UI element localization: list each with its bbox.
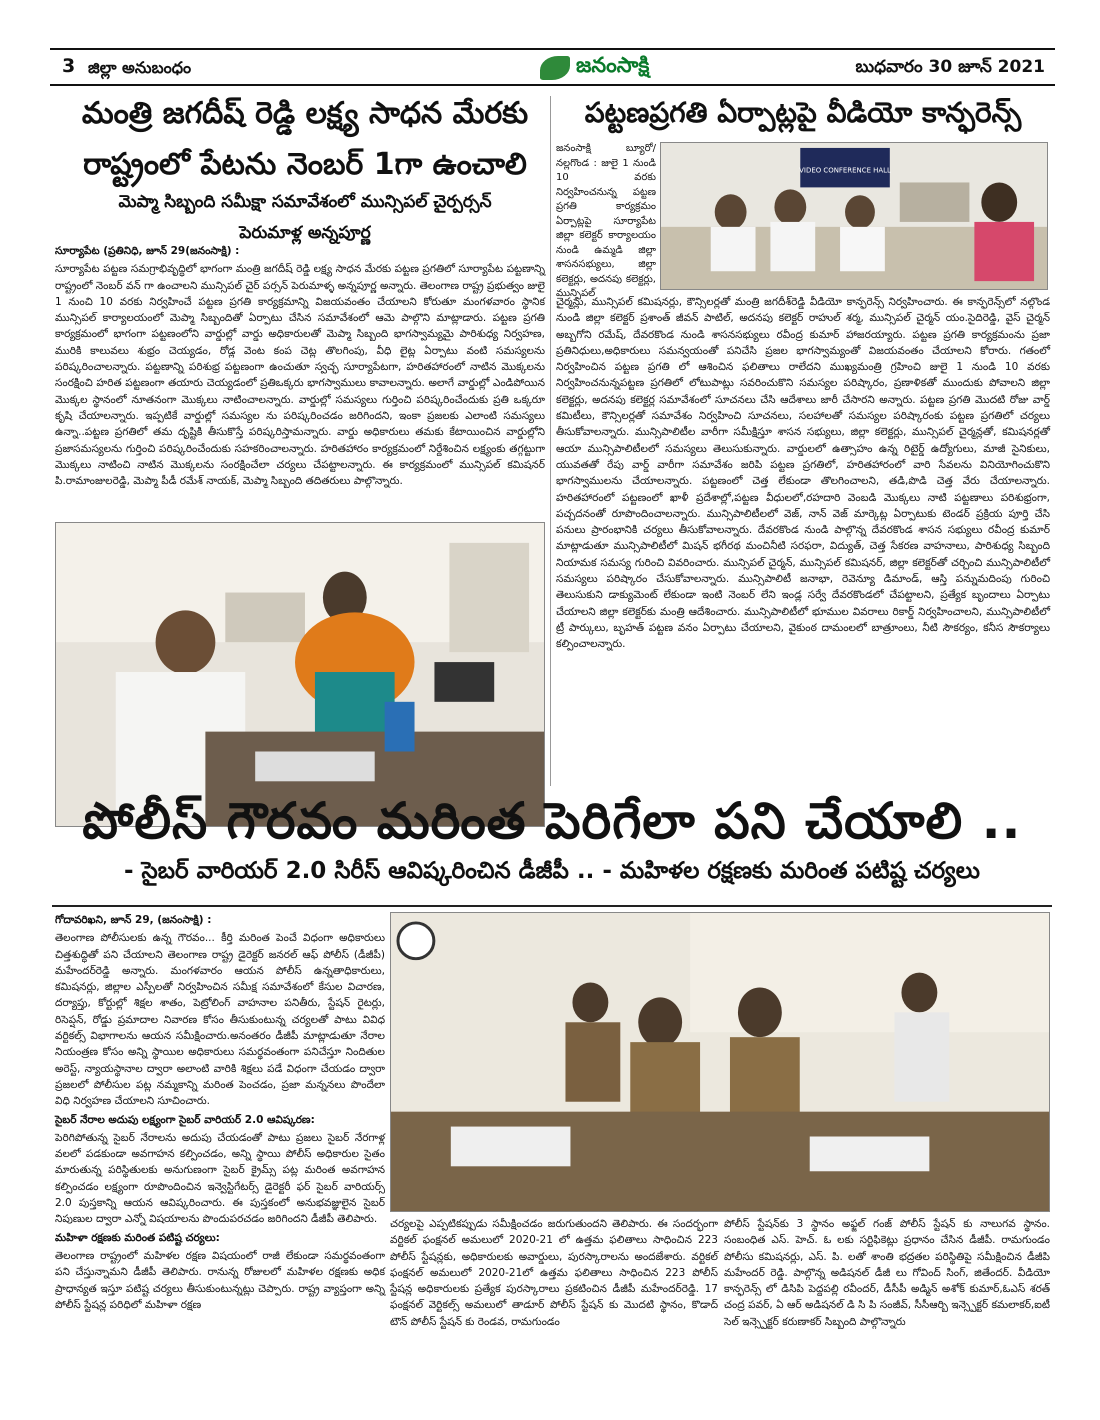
story2-narrow-text: జనంసాక్షి బ్యూరో/నల్లగొండ : జులై 1 నుండి 10 వరకు నిర్వహించనున్న పట్టణ ప్రగతి కార్యక్రమం ఏర్పాట్లపై సూర్యాపేట జిల్లా కలెక్టర్ కార్యాలయం నుండి ఉమ్మడి జిల్లా శాసనసభ్యులు, జిల్లా కలెక్టర్లు, అదనపు కలెక్టర్లు, మున్సిపల్ — [556, 143, 656, 299]
story3-column1 — [55, 912, 385, 1387]
video-conference-photo-illustration — [661, 143, 1047, 289]
story2-headline: పట్టణప్రగతి ఏర్పాట్లపై వీడియో కాన్ఫరెన్స్ — [584, 96, 1022, 129]
masthead — [540, 53, 649, 83]
story3-rule — [52, 905, 1052, 907]
story3-col2-text: చర్యలపై ఎప్పటికప్పుడు సమీక్షించడం జరుగుతుందని తెలిపారు. ఈ సందర్భంగా వర్టికల్ ఫంక్షనల్ అమలులో 2020-21 లో ఉత్తమ ఫలితాలు సాధించిన 223 పోలీస్ స్టేషన్లకు, అధికారులకు అవార్డులు, పురస్కారాలను అందజేశారు. వర్టికల్ ఫంక్షనల్ అమలులో 2020-21లో ఉత్తమ ఫలితాలు సాధించిన 223 పోలీస్ స్టేషన్ల అధికారులకు ప్రత్యేక పురస్కారాలు ప్రకటించిన డీజీపీ మహేందర్‌రెడ్డి. 17 ఫంక్షనల్ వెర్టికల్స్ అమలులో తాడూర్ పోలీస్ స్టేషన్ కు మొదటి స్థానం, కొడాద్ టౌన్ పోలీస్ స్టేషన్ కు రెండవ, రామగుండం — [390, 1218, 718, 1328]
masthead-title: జనంసాక్షి — [576, 53, 650, 77]
page-number: 3 — [62, 55, 76, 77]
story3-col1-para2: పెరిగిపోతున్న సైబర్ నేరాలను అదుపు చేయడంతో పాటు ప్రజలు సైబర్ నేరగాళ్ల వలలో పడకుండా అవగాహన కల్పించడం, అన్ని స్థాయి పోలీస్ అధికారుల సైతం మారుతున్న పరిస్థితులకు అనుగుణంగా సైబర్ క్రైమ్స్ పట్ల మరింత అవగాహన కల్పించడం లక్ష్యంగా రూపొందించిన ఇన్వెస్టిగేటర్స్ డైరెక్టరీ ఫర్ సైబర్ వారియర్స్ 2.0 పుస్తకాన్ని ఆయన ఆవిష్కరించారు. ఈ పుస్తకంలో అనుభవజ్ఞులైన సైబర్ నిపుణుల ద్వారా ఎన్నో విషయాలను పొందుపరచడం జరిగిందని డీజీపీ తెలిపారు. — [55, 1131, 385, 1226]
story3-col1-subhead2: మహిళా రక్షణకు మరింత పటిష్ట చర్యలు: — [55, 1231, 220, 1244]
issue-date: బుధవారం 30 జూన్ 2021 — [855, 57, 1045, 77]
meeting-photo-illustration — [56, 523, 544, 826]
story1-dateline: సూర్యాపేట (ప్రతినిధి, జూన్ 29(జనంసాక్షి) : — [55, 245, 240, 257]
story2-photo — [660, 142, 1048, 290]
police-meeting-photo-illustration — [391, 913, 1049, 1211]
story2-body: చైర్మన్లు, మున్సిపల్ కమిషనర్లు, కౌన్సిలర్లతో మంత్రి జగదీశ్‌రెడ్డి వీడియో కాన్ఫరెన్స్ నిర్వహించారు. ఈ కాన్ఫరెన్స్‌లో నల్గొండ నుండి జిల్లా కలెక్టర్ ప్రశాంత్ జీవన్ పాటిల్, అదనపు కలెక్టర్ రాహుల్ శర్మ, మున్సిపల్ చైర్మన్ యం.సైదిరెడ్డి, వైస్ చైర్మన్ అబ్బగోని రమేష్, దేవరకొండ నుండి శాసనసభ్యులు రవీంద్ర కుమార్ హాజరయ్యారు. పట్టణ ప్రగతి కార్యక్రమంను ప్రజా ప్రతినిధులు,అధికారులు సమన్వయంతో పనిచేసి ప్రజల భాగస్వామ్యంతో విజయవంతం చేయాలని కోరారు. గతంలో నిర్వహించిన పట్టణ ప్రగతి లో ఆశించిన ఫలితాలు రాలేదని ముఖ్యమంత్రి గ్రహించి జులై 1 నుండి 10 వరకు నిర్వహించనున్నపట్టణ ప్రగతిలో లోటుపాట్లు సవరించుకొని సమస్యల పరిష్కారం, ప్రణాళికతో ముందుకు పోవాలని జిల్లా కలెక్టర్లు, అదనపు కలెక్టర్ల సమావేశంలో సూచనలు చేసి ఆదేశాలు జారీ చేసారని అన్నారు. పట్టణ ప్రగతి మొదటి రోజు వార్డ్ కమిటీలు, కౌన్సిలర్లతో సమావేశం నిర్వహించి సూచనలు, సలహాలతో సమస్యల పరిష్కారంకు పట్టణ ప్రగతిలో చర్యలు తీసుకోవాలన్నారు. మున్సిపాలిటీల వారీగా సమీక్షిస్తూ శాసన సభ్యులు, జిల్లా కలెక్టర్లు, మున్సిపల్ చైర్మన్లతో, కమిషనర్లతో ఆయా మున్సిపాలిటీలలో సమస్యలు తెలుసుకున్నారు. వార్డులలో ఉత్సాహం ఉన్న రిటైర్డ్ ఉద్యోగులు, మాజీ సైనికులు, యువతతో రేపు వార్డ్ వారీగా సమావేశం జరిపి పట్టణ ప్రగతిలో, హరితహారంలో వారి సేవలను వినియోగించుకొని భాగస్వాములను చేయాలన్నారు. పట్టణంలో చెత్త లేకుండా తొలగించాలని, తడి,పొడి చెత్త వేరు చేయాలన్నారు. హరితహారంలో పట్టణంలో ఖాళీ ప్రదేశాల్లో,పట్టణ వీధులలో,రహదారి వెంబడి మొక్కలు నాటి పట్టణాలు పరిశుభ్రంగా, పచ్చదనంతో రూపొందించాలన్నారు. మున్సిపాలిటీలలో వెజ్, నాన్ వెజ్ మార్కెట్ల ఏర్పాటుకు టెండర్ ప్రక్రియ పూర్తి చేసి పనులు ప్రారంభానికి చర్యలు తీసుకోవాలన్నారు. దేవరకొండ నుండి పాల్గొన్న దేవరకొండ శాసన సభ్యులు రవీంద్ర కుమార్ మాట్లాడుతూ మున్సిపాలిటీలో మిషన్ భగీరథ మంచినీటి సరఫరా, విద్యుత్, చెత్త సేకరణ వాహనాలు, పారిశుధ్య సిబ్బంది నియామక సమస్య గురించి వివరించారు. మున్సిపల్ చైర్మన్, మున్సిపల్ కమిషనర్, జిల్లా కలెక్టర్‌తో చర్చించి మున్సిపాలిటీలో సమస్యలు పరిష్కారం చేసుకోవాలన్నారు. మున్సిపాలిటీ జనాభా, రెవెన్యూ డిమాండ్, ఆస్తి పన్నుమదింపు గురించి తెలుసుకుని డాక్యుమెంట్ లేకుండా ఇంటి నెంబర్ లేని ఇండ్ల సర్వే దేవరకొండలో చేపట్టాలని, ప్రత్యేక బృందాలు ఏర్పాటు చేయాలని జిల్లా కలెక్టర్‌కు మంత్రి ఆదేశించారు. మున్సిపాలిటీలో భూముల వివరాలు రికార్డ్ నిర్వహించాలని, మున్సిపాలిటీలో ట్రీ పార్కులు, బృహత్ పట్టణ వనం ఏర్పాటు చేయాలని, వైకుంఠ దామంలలో బాత్రూంలు, నీటి సౌకర్యం, కనీస సౌకర్యాలు కల్పించాలన్నారు. — [556, 296, 1050, 651]
story3-dateline: గోదావరిఖని, జూన్ 29, (జనంసాక్షి) : — [55, 914, 212, 926]
story1-body: సూర్యాపేట పట్టణ సమగ్రాభివృద్ధిలో భాగంగా మంత్రి జగదీష్ రెడ్డి లక్ష్య సాధన మేరకు పట్టణ ప్రగతిలో సూర్యాపేట పట్టణాన్ని రాష్ట్రంలో నెంబర్ వన్ గా ఉంచాలని మున్సిపల్ చైర్ పర్సన్ పెరుమాళ్ళ అన్నపూర్ణ అన్నారు. తెలంగాణ రాష్ట్ర ప్రభుత్వం జులై 1 నుంచి 10 వరకు నిర్వహించే పట్టణ ప్రగతి కార్యక్రమాన్ని విజయవంతం చేయాలని కోరుతూ మంగళవారం స్థానిక మున్సిపల్ కార్యాలయంలో మెప్మా సిబ్బందితో ఏర్పాటు చేసిన సమావేశంలో ఆమె పాల్గొని మాట్లాడారు. పట్టణ ప్రగతి కార్యక్రమంలో భాగంగా పట్టణంలోని వార్డుల్లో వార్డు అధికారులతో మెప్మా సిబ్బంది భాగస్వామ్యమై పారిశుధ్య నిర్వహణ, మురికి కాలువలు శుభ్రం చెయ్యడం, రోడ్ల వెంట కంప చెట్ల తొలగింపు, వీధి లైట్ల ఏర్పాటు వంటి సమస్యలను పరిష్కరించాలన్నారు. పట్టణాన్ని పరిశుభ్ర పట్టణంగా ఉంచుతూ స్వచ్ఛ సూర్యాపేటగా, హరితహారంలో నాటిన మొక్కలను సంరక్షించి హరిత పట్టణంగా తయారు చెయ్యడంలో ప్రతిఒక్కరు భాగస్వాములు కావాలన్నారు. అలాగే వార్డుల్లో ఎండిపోయిన మొక్కల స్థానంలో నూతనంగా మొక్కలు నాటించాలన్నారు. వార్డుల్లో సమస్యలు గుర్తించి పరిష్కరించేందుకు ప్రతి ఒక్కరూ కృషి చేయాలన్నారు. ఇప్పటికే వార్డుల్లో సమస్యల ను పరిష్కరించడం జరిగిందని, ఇంకా ప్రజలకు ఎలాంటి సమస్యలు ఉన్నా..పట్టణ ప్రగతిలో తమ దృష్టికి తీసుకొస్తే పరిష్కరిస్తామన్నారు. వార్డు అధికారులు తమకు కేటాయించిన వార్డుల్లోని ప్రజాసమస్యలను గుర్తించి పరిష్కరించేందుకు సహకరించాలన్నారు. హరితహారం కార్యక్రమంలో నిర్దేశించిన లక్ష్యంకు తగ్గట్టుగా మొక్కలు నాటించి నాటిన మొక్కలను సంరక్షించేలా చర్యలు చేపట్టాలన్నారు. ఈ కార్యక్రమంలో మున్సిపల్ కమిషనర్ పి.రామాంజులరెడ్డి, మెప్మా పీడీ రమేశ్ నాయక్, మెప్మా సిబ్బంది తదితరులు పాల్గొన్నారు. — [55, 263, 545, 488]
story1-subhead-line2: పెరుమాళ్ల అన్నపూర్ణ — [239, 223, 371, 243]
page-header — [50, 48, 1055, 86]
story1-headline-line1: మంత్రి జగదీష్ రెడ్డి లక్ష్య సాధన మేరకు — [81, 96, 529, 131]
telangana-map-logo-icon — [540, 56, 570, 80]
section-name: జిల్లా అనుబంధం — [88, 58, 192, 77]
story3-photo — [390, 912, 1050, 1212]
story3-column3 — [724, 1216, 1050, 1386]
story3-col1-subhead1: సైబర్ నేరాల అదుపు లక్ష్యంగా సైబర్ వారియర్ 2.0 ఆవిష్కరణ: — [55, 1113, 315, 1126]
story3-column2 — [390, 1216, 718, 1386]
conference-hall-sign: VIDEO CONFERENCE HALL — [799, 166, 891, 175]
story3-col3-text: పోలీస్ స్టేషన్‌కు 3 స్థానం అఫ్జల్ గంజ్ పోలీస్ స్టేషన్ కు నాలుగవ స్థానం. సంబంధిత ఎస్. హెచ్. ఓ లకు సర్టిఫికెట్లు ప్రధానం చేసిన డీజీపీ. రామగుండం పోలీసు కమిషనర్లు, ఎస్. పి. లతో శాంతి భద్రతల పరిస్థితిపై సమీక్షించిన డీజీపి మహేందర్ రెడ్డి. పాల్గొన్న అడిషనల్ డీజీ లు గోవింద్ సింగ్, జితేందర్. వీడియో కాన్ఫరెన్స్ లో డిసిపి పెద్దపల్లి రవీందర్, డీసీపీ అడ్మిన్ అశోక్ కుమార్,ఓఎస్ శరత్ చంద్ర పవర్, ఏ ఆర్ అడిషనల్ డి సి పి సంజీవ్, సీసీఆర్బి ఇన్స్పెక్టర్ కమలాకర్,ఐటీ సెల్ ఇన్స్పెక్టర్ కరుణాకర్ సిబ్బంది పాల్గొన్నారు — [724, 1218, 1050, 1328]
story1-subhead-line1: మెప్మా సిబ్బంది సమీక్షా సమావేశంలో మున్సిపల్ చైర్పర్సన్ — [118, 192, 492, 212]
story2-article — [556, 294, 1050, 782]
story3-col1-para3: తెలంగాణ రాష్ట్రంలో మహిళల రక్షణ విషయంలో రాజీ లేకుండా సమర్థవంతంగా పని చేస్తున్నామని డీజీపీ తెలిపారు. రానున్న రోజులలో మహిళల రక్షణకు అధిక ప్రాధాన్యత ఇస్తూ పటిష్ట చర్యలు తీసుకుంటున్నట్లు చెప్పారు. రాష్ట్ర వ్యాప్తంగా అన్ని పోలీస్ స్టేషన్ల పరిధిలో మహిళా రక్షణ — [55, 1249, 385, 1311]
story1-headline-line2: రాష్ట్రంలో పేటను నెంబర్ 1గా ఉంచాలి — [83, 147, 527, 182]
story3-subhead: - సైబర్ వారియర్ 2.0 సిరీస్ ఆవిష్కరించిన డీజీపీ .. - మహిళల రక్షణకు మరింత పటిష్ట చర్యలు — [124, 858, 980, 884]
story3-headline: పోలీస్ గౌరవం మరింత పెరిగేలా పని చేయాలి .. — [82, 792, 1022, 850]
story1-article — [55, 243, 545, 515]
column-divider — [550, 96, 551, 786]
story1-photo — [55, 522, 545, 827]
story3-col1-para1: తెలంగాణ పోలీసులకు ఉన్న గౌరవం... కీర్తి మరింత పెంచే విధంగా అధికారులు చిత్తశుద్ధితో పని చేయాలని తెలంగాణ రాష్ట్ర డైరెక్టర్ జనరల్ ఆఫ్ పోలీస్ (డీజీపీ) మహేందర్‌రెడ్డి అన్నారు. మంగళవారం ఆయన పోలీస్ ఉన్నతాధికారులు, కమిషనర్లు, జిల్లాల ఎస్పీలతో నిర్వహించిన సమీక్ష సమావేశంలో కేసుల విచారణ, దర్యాప్తు, కోర్టుల్లో శిక్షల శాతం, పెట్రోలింగ్ వాహనాల పనితీరు, స్టేషన్ రైటర్లు, రిసెప్షన్, రోడ్డు ప్రమాదాల నివారణ కోసం తీసుకుంటున్న చర్యలతో పాటు వివిధ వర్టికల్స్ విభాగాలను ఆయన సమీక్షించారు.అనంతరం డీజీపీ మాట్లాడుతూ నేరాల నియంత్రణ కోసం అన్ని స్థాయిల అధికారులు సమర్థవంతంగా పనిచేస్తూ నిందితుల అరెస్ట్, న్యాయస్థానాల ద్వారా అలాంటి వారికి శిక్షలు పడే విధంగా చేయడం ద్వారా ప్రజలలో పోలీసుల పట్ల నమ్మకాన్ని మరింత పెంచడం, ప్రజా మన్ననలు పొందేలా విధి నిర్వహణ చేయాలని సూచించారు. — [55, 932, 385, 1108]
